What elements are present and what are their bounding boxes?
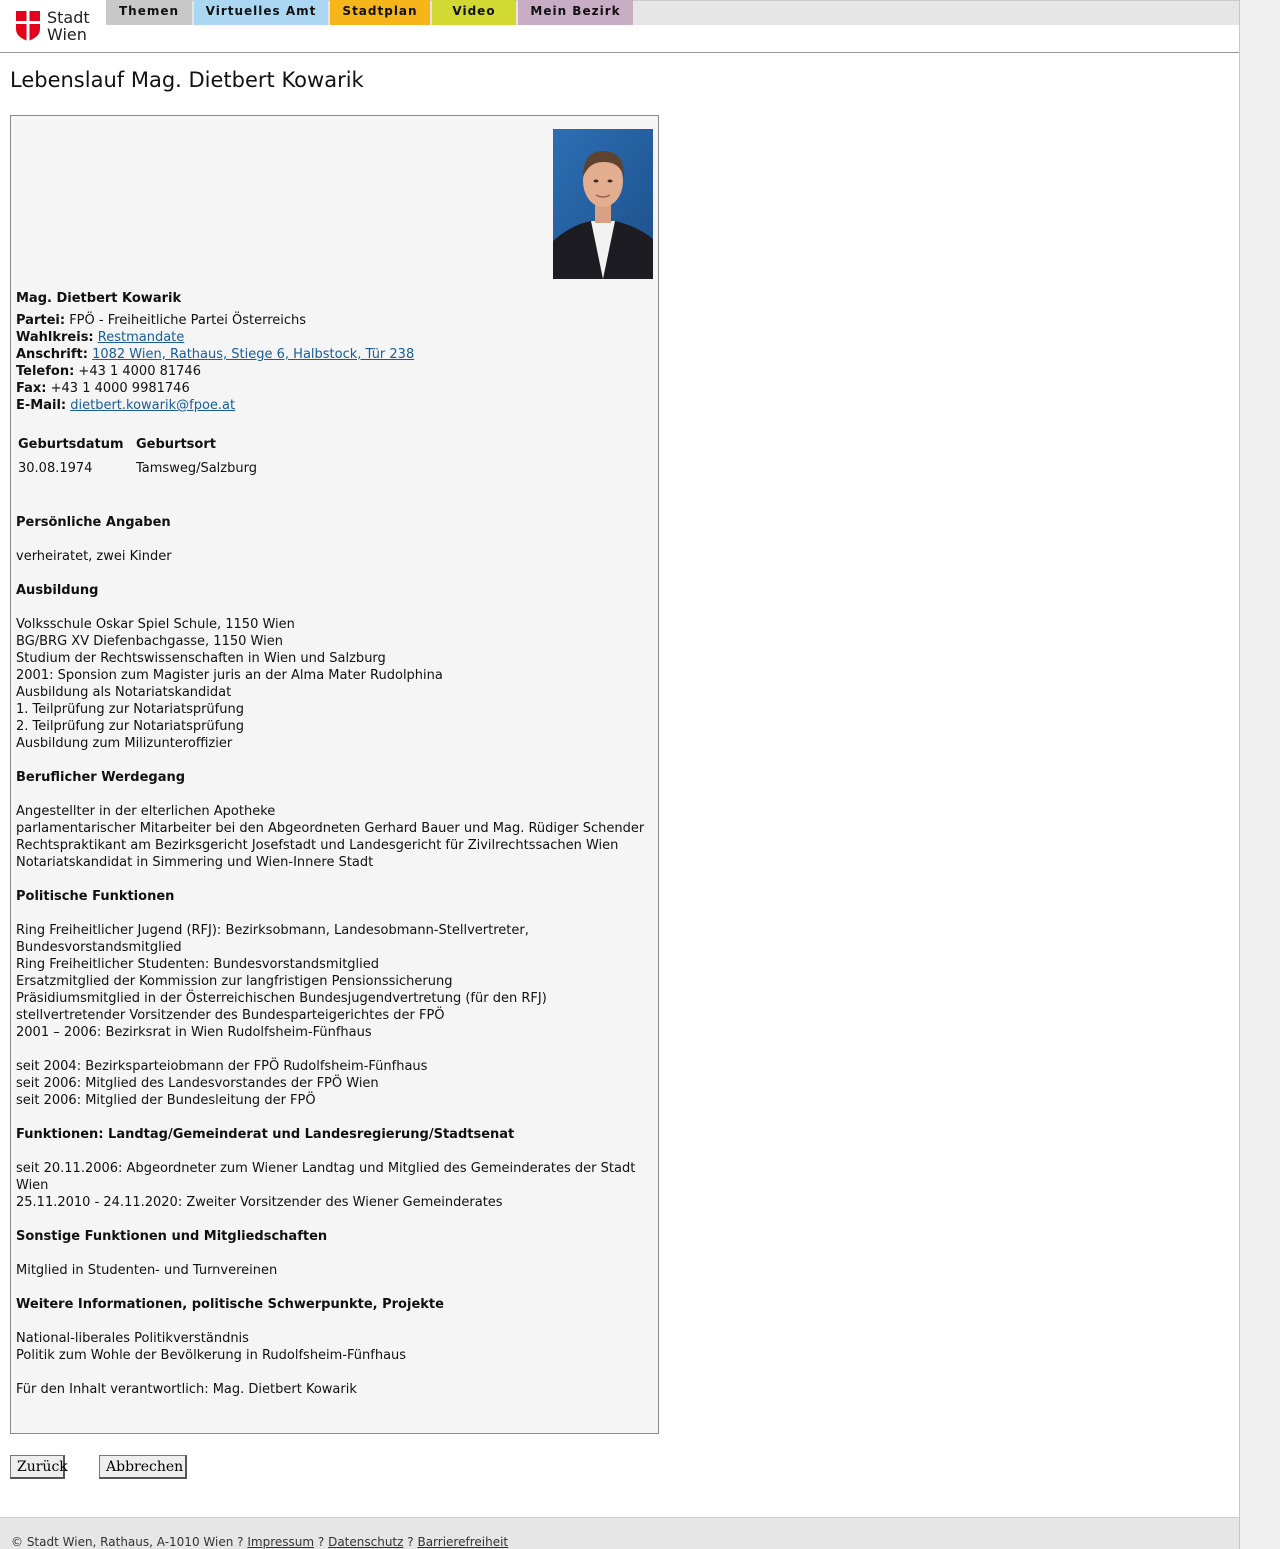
beruf-line: Rechtspraktikant am Bezirksgericht Josefstadt und Landesgericht für Zivilrechtssachen Wien [16, 838, 619, 853]
fax-value: +43 1 4000 9981746 [50, 381, 190, 396]
politik-line: seit 2006: Mitglied der Bundesleitung der FPÖ [16, 1093, 316, 1108]
ausbildung-line: 2. Teilprüfung zur Notariatsprüfung [16, 719, 244, 734]
telefon-value: +43 1 4000 81746 [78, 364, 201, 379]
birth-place-value: Tamsweg/Salzburg [136, 461, 257, 476]
weitere-line: National-liberales Politikverständnis [16, 1331, 249, 1346]
weitere-line: Politik zum Wohle der Bevölkerung in Rudolfsheim-Fünfhaus [16, 1348, 407, 1363]
partei-label: Partei: [16, 313, 66, 328]
politik-line: seit 2004: Bezirksparteiobmann der FPÖ Rudolfsheim-Fünfhaus [16, 1059, 428, 1074]
birth-date-header: Geburtsdatum [18, 437, 124, 452]
logo-wordmark [47, 9, 90, 43]
footer-separator: ? [317, 1535, 325, 1549]
section-heading-politik: Politische Funktionen [16, 889, 175, 904]
footer-text [11, 1535, 508, 1549]
email-row [16, 397, 235, 414]
section-heading-funktionen: Funktionen: Landtag/Gemeinderat und Landesregierung/Stadtsenat [16, 1127, 515, 1142]
vertical-scrollbar[interactable] [1239, 0, 1280, 1549]
funktionen-line: 25.11.2010 - 24.11.2020: Zweiter Vorsitzender des Wiener Gemeinderates [16, 1195, 503, 1210]
section-heading-weitere: Weitere Informationen, politische Schwerpunkte, Projekte [16, 1297, 444, 1312]
tab-themen[interactable]: Themen [106, 0, 192, 25]
politik-line: Ring Freiheitlicher Jugend (RFJ): Bezirksobmann, Landesobmann-Stellvertreter, [16, 923, 529, 938]
politik-line: Ring Freiheitlicher Studenten: Bundesvorstandsmitglied [16, 957, 380, 972]
site-footer [0, 1517, 1239, 1549]
telefon-label: Telefon: [16, 364, 75, 379]
politik-line: Ersatzmitglied der Kommission zur langfristigen Pensionssicherung [16, 974, 453, 989]
site-header [0, 0, 1239, 53]
ausbildung-line: 1. Teilprüfung zur Notariatsprüfung [16, 702, 244, 717]
politik-line: seit 2006: Mitglied des Landesvorstandes der FPÖ Wien [16, 1076, 379, 1091]
footer-separator: ? [237, 1535, 244, 1549]
responsible-note: Für den Inhalt verantwortlich: Mag. Dietbert Kowarik [16, 1382, 357, 1397]
logo-line-1: Stadt [47, 8, 90, 27]
wahlkreis-row [16, 329, 184, 346]
wahlkreis-label: Wahlkreis: [16, 330, 94, 345]
beruf-line: parlamentarischer Mitarbeiter bei den Abgeordneten Gerhard Bauer und Mag. Rüdiger Schender [16, 821, 645, 836]
anschrift-link[interactable]: 1082 Wien, Rathaus, Stiege 6, Halbstock, Tür 238 [92, 347, 415, 362]
footer-link-impressum[interactable]: Impressum [247, 1535, 315, 1549]
ausbildung-line: Volksschule Oskar Spiel Schule, 1150 Wien [16, 617, 295, 632]
back-button[interactable]: Zurück [10, 1455, 65, 1479]
politik-line: Präsidiumsmitglied in der Österreichischen Bundesjugendvertretung (für den RFJ) [16, 991, 547, 1006]
page-title: Lebenslauf Mag. Dietbert Kowarik [10, 68, 364, 92]
stadt-wien-logo[interactable] [16, 9, 96, 43]
cancel-button[interactable]: Abbrechen [99, 1455, 187, 1479]
funktionen-line: seit 20.11.2006: Abgeordneter zum Wiener Landtag und Mitglied des Gemeinderates der Stadt [16, 1161, 636, 1176]
ausbildung-line: Studium der Rechtswissenschaften in Wien und Salzburg [16, 651, 386, 666]
ausbildung-line: 2001: Sponsion zum Magister juris an der Alma Mater Rudolphina [16, 668, 443, 683]
persoenlich-line: verheiratet, zwei Kinder [16, 549, 172, 564]
anschrift-row [16, 346, 414, 363]
tab-mein-bezirk[interactable]: Mein Bezirk [518, 0, 633, 25]
logo-line-2: Wien [47, 25, 87, 44]
tab-virtuelles-amt[interactable]: Virtuelles Amt [194, 0, 328, 25]
ausbildung-line: BG/BRG XV Diefenbachgasse, 1150 Wien [16, 634, 283, 649]
telefon-row [16, 363, 201, 380]
ausbildung-line: Ausbildung als Notariatskandidat [16, 685, 232, 700]
email-link[interactable]: dietbert.kowarik@fpoe.at [70, 398, 236, 413]
footer-separator: ? [407, 1535, 414, 1549]
section-heading-beruf: Beruflicher Werdegang [16, 770, 186, 785]
politik-line: stellvertretender Vorsitzender des Bundesparteigerichtes der FPÖ [16, 1008, 445, 1023]
beruf-line: Notariatskandidat in Simmering und Wien-Innere Stadt [16, 855, 374, 870]
anschrift-label: Anschrift: [16, 347, 88, 362]
birth-date-value: 30.08.1974 [18, 461, 93, 476]
section-heading-persoenlich: Persönliche Angaben [16, 515, 171, 530]
birth-place-header: Geburtsort [136, 437, 216, 452]
sonstige-line: Mitglied in Studenten- und Turnvereinen [16, 1263, 278, 1278]
section-heading-sonstige: Sonstige Funktionen und Mitgliedschaften [16, 1229, 328, 1244]
politik-line: 2001 – 2006: Bezirksrat in Wien Rudolfsheim-Fünfhaus [16, 1025, 372, 1040]
politik-line: Bundesvorstandsmitglied [16, 940, 182, 955]
fax-row [16, 380, 190, 397]
tab-stadtplan[interactable]: Stadtplan [330, 0, 430, 25]
tab-video[interactable]: Video [432, 0, 516, 25]
portrait-photo [553, 129, 653, 279]
wien-shield-icon [16, 11, 40, 41]
partei-value: FPÖ - Freiheitliche Partei Österreichs [69, 313, 307, 328]
footer-copyright: © Stadt Wien, Rathaus, A-1010 Wien [11, 1535, 234, 1549]
partei-row [16, 312, 306, 329]
footer-link-barrierefreiheit[interactable]: Barrierefreiheit [417, 1535, 509, 1549]
email-label: E-Mail: [16, 398, 67, 413]
footer-link-datenschutz[interactable]: Datenschutz [328, 1535, 404, 1549]
section-heading-ausbildung: Ausbildung [16, 583, 99, 598]
beruf-line: Angestellter in der elterlichen Apotheke [16, 804, 276, 819]
wahlkreis-link[interactable]: Restmandate [97, 330, 185, 345]
ausbildung-line: Ausbildung zum Milizunteroffizier [16, 736, 233, 751]
funktionen-line: Wien [16, 1178, 49, 1193]
fax-label: Fax: [16, 381, 47, 396]
person-name: Mag. Dietbert Kowarik [16, 291, 182, 306]
